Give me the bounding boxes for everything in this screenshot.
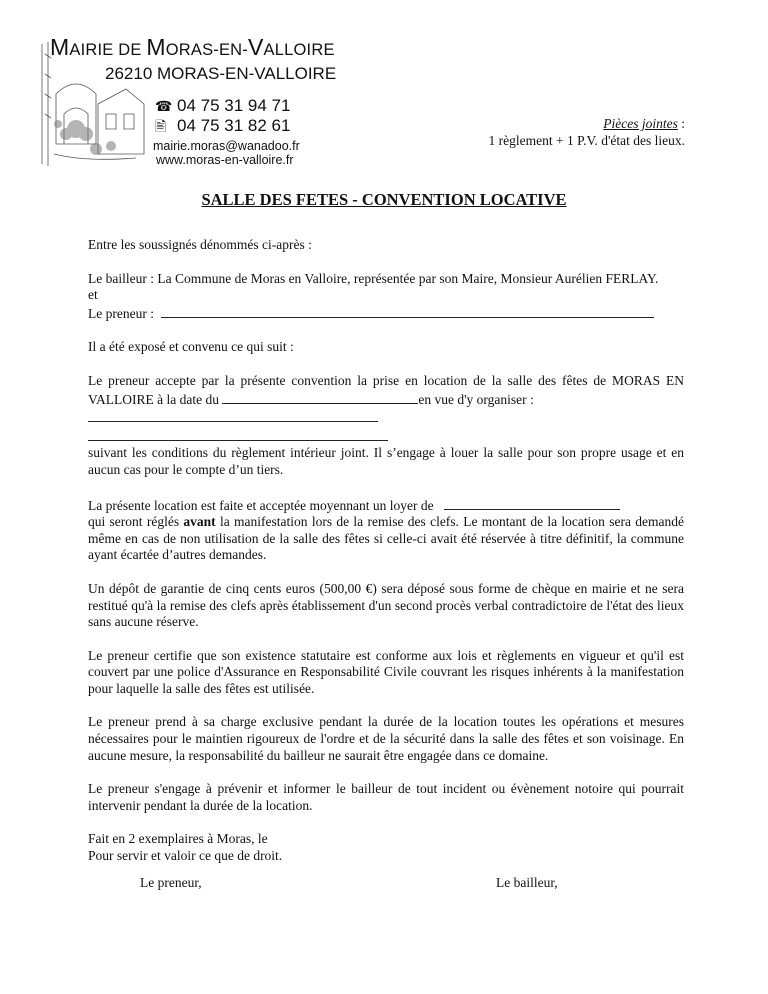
document-title: SALLE DES FETES - CONVENTION LOCATIVE [201,190,567,209]
telephone-icon: ☎ [155,98,173,114]
intro-paragraph: Entre les soussignés dénommés ci-après : [88,237,312,252]
fait-line: Fait en 2 exemplaires à Moras, le [88,831,268,847]
location-text-a: Le preneur accepte par la présente convention la prise en location de la salle des fêtes de MORAS EN VALLOIRE à la date du [88,372,684,407]
email-address: mairie.moras@wanadoo.fr [153,139,300,153]
loyer-amount-field[interactable] [444,496,620,510]
attachments-block [488,115,685,149]
phone-row [155,96,290,116]
date-field[interactable] [222,390,418,404]
attachments-items: 1 règlement + 1 P.V. d'état des lieux. [488,133,685,148]
preneur-label: Le preneur : [88,305,154,321]
mairie-title-part1: AIRIE DE [69,41,147,59]
loyer-text-b: qui seront réglés [88,514,180,530]
depot-paragraph: Un dépôt de garantie de cinq cents euros (500,00 €) sera déposé sous forme de chèque en mairie et ne sera restitué qu'à la remise des clefs après établissement d'un second procès verbal contradictoire de l'état des lieux sans aucune réserve. [88,580,684,630]
signature-bailleur: Le bailleur, [496,875,558,890]
signature-preneur: Le preneur, [140,875,202,890]
loyer-text-a: La présente location est faite et acceptée moyennant un loyer de [88,497,434,513]
mairie-title-m: M [146,34,166,60]
preneur-line [88,304,684,323]
pour-line: Pour servir et valoir ce que de droit. [88,848,283,864]
assurance-paragraph: Le preneur certifie que son existence statutaire est conforme aux lois et règlements en vigueur et qu'il est couvert par une police d'Assurance en Responsabilité Civile couvrant les risques inhérents à la manifestation pour laquelle la salle des fêtes est utilisée. [88,647,684,696]
mairie-title-v: V [248,34,264,60]
website-address: www.moras-en-valloire.fr [156,153,294,167]
et-line: et [88,287,98,303]
preneur-name-field[interactable] [161,304,654,318]
incident-paragraph: Le preneur s'engage à prévenir et informer le bailleur de tout incident ou évènement notoire qui pourrait intervenir pendant la durée de la location. [88,781,684,813]
bailleur-line: Le bailleur : La Commune de Moras en Valloire, représentée par son Maire, Monsieur Aurélien FERLAY. [88,270,659,286]
closing-paragraph [88,831,684,864]
loyer-text-c: la manifestation lors de la remise des clefs. Le montant de la location sera demandé même en cas de non utilisation de la salle des fêtes si celle-ci avait été réservée à titre définitif, la commune ayant écartée d’autres demandes. [88,514,684,563]
parties-paragraph [88,271,684,323]
event-field[interactable] [88,408,378,422]
expose-paragraph: Il a été exposé et convenu ce qui suit : [88,339,294,355]
fax-row [155,116,290,140]
location-text-c: suivant les conditions du règlement intérieur joint. Il s’engage à louer la salle pour son propre usage et en aucun cas pour le compte d’un tiers. [88,445,684,477]
securite-paragraph: Le preneur prend à sa charge exclusive pendant la durée de la location toutes les opérations et mesures nécessaires pour le maintien rigoureux de l'ordre et de la sécurité dans la salle des fêtes et son voisinage. En aucune mesure, la responsabilité du bailleur ne saurait être engagée dans ce domaine. [88,714,684,763]
loyer-paragraph [88,496,684,564]
attachments-label: Pièces jointes [603,116,678,131]
location-text-b: en vue d'y organiser : [418,391,534,407]
mairie-title-part2: ORAS-EN- [165,41,248,59]
phone-number: 04 75 31 94 71 [177,96,291,115]
fax-icon: 🖹 [155,118,167,134]
mairie-title-lead: M [50,34,70,60]
mairie-address: 26210 MORAS-EN-VALLOIRE [105,64,337,83]
mairie-title-part3: ALLOIRE [263,41,335,59]
loyer-bold-avant: avant [183,514,216,530]
mairie-title [50,34,335,61]
fax-number: 04 75 31 82 61 [177,116,291,135]
event-field-2[interactable] [88,427,388,441]
location-paragraph [88,373,684,479]
document-body [88,237,684,882]
attachments-colon: : [677,116,685,131]
